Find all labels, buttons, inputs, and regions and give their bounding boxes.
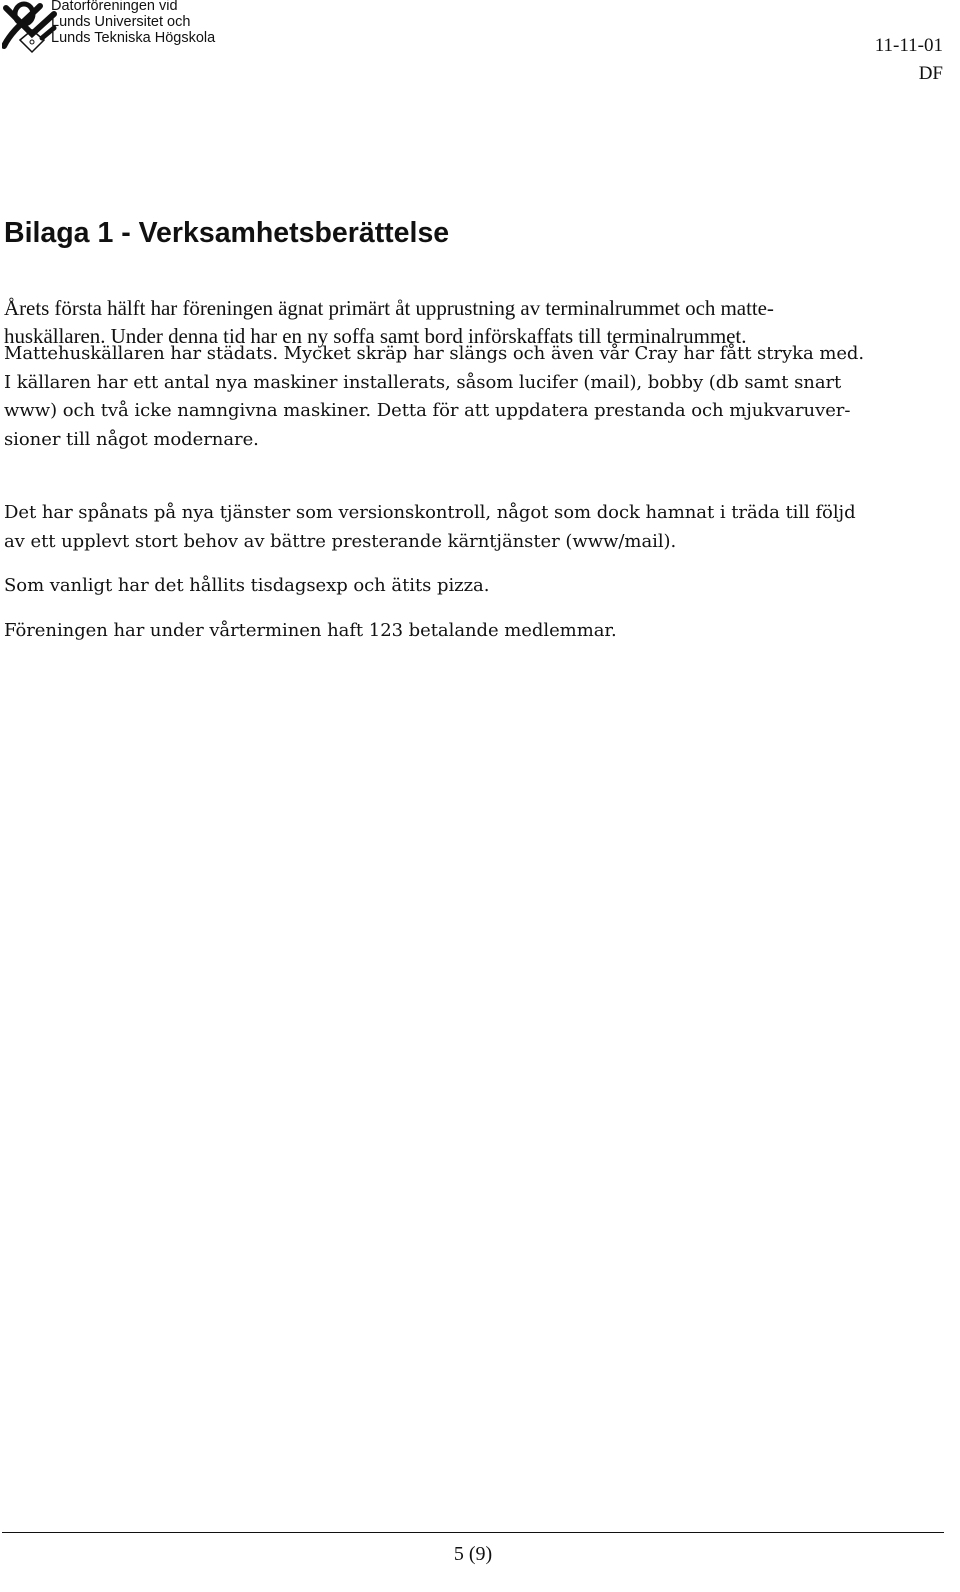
paragraph-line: Som vanligt har det hållits tisdagsexp och ätits pizza.	[4, 575, 490, 596]
paragraph-line: huskällaren. Under denna tid har en ny soffa samt bord införskaffats till terminalrummet.	[4, 324, 747, 348]
paragraph-line: sioner till något modernare.	[4, 428, 259, 450]
organization-name	[51, 0, 215, 46]
org-line-1: Datorföreningen vid	[51, 0, 178, 14]
paragraph-line: av ett upplevt stort behov av bättre presterande kärntjänster (www/mail).	[4, 531, 677, 552]
paragraph-line: Det har spånats på nya tjänster som versionskontroll, något som dock hamnat i träda till följd	[4, 502, 856, 523]
document-initials: DF	[918, 63, 943, 84]
header-meta	[875, 32, 943, 88]
org-line-3: Lunds Tekniska Högskola	[51, 30, 216, 46]
page-number: 5 (9)	[453, 1543, 493, 1565]
paragraph-3	[4, 498, 956, 556]
paragraph-line: Årets första hälft har föreningen ägnat primärt åt upprustning av terminalrummet och matte-	[4, 296, 774, 320]
org-line-2: Lunds Universitet och	[51, 14, 191, 30]
paragraph-5	[4, 617, 956, 645]
paragraph-line: Föreningen har under vårterminen haft 123 betalande medlemmar.	[4, 620, 617, 641]
footer-divider	[2, 1532, 944, 1533]
document-date: 11-11-01	[874, 35, 943, 56]
document-title: Bilaga 1 - Verksamhetsberättelse	[4, 217, 450, 249]
paragraph-line: I källaren har ett antal nya maskiner installerats, såsom lucifer (mail), bobby (db samt snart	[4, 371, 842, 393]
paragraph-line: www) och två icke namngivna maskiner. Detta för att uppdatera prestanda och mjukvaruver-	[4, 400, 851, 421]
paragraph-2	[4, 340, 956, 454]
logo-small-circle	[30, 40, 34, 44]
paragraph-4	[4, 572, 956, 600]
paragraph-line: Mattehuskällaren har städats. Mycket skräp har slängs och även vår Cray har fått stryka med.	[4, 343, 865, 364]
